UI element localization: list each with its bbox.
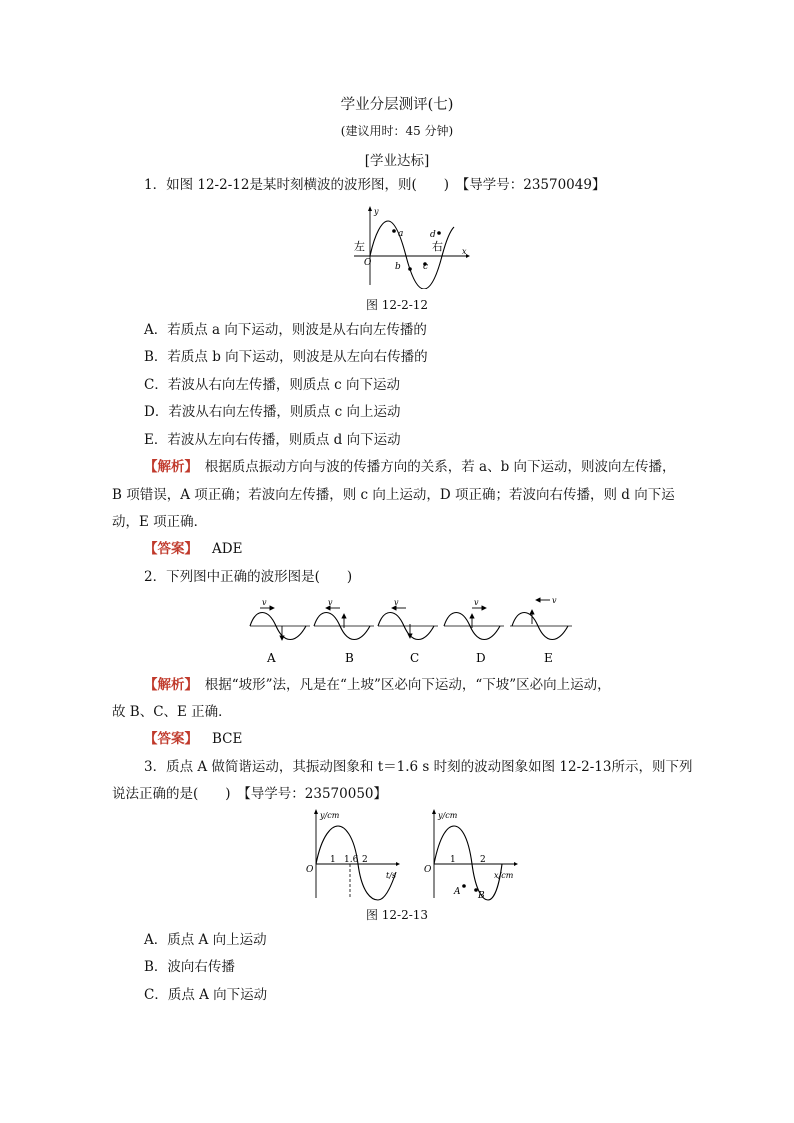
q1-point-d [437, 231, 441, 235]
q3-vibration-graph [306, 809, 400, 900]
q2-c-v: v [394, 598, 399, 607]
q1-y-label: y [374, 207, 379, 216]
q2-b-v: v [328, 598, 333, 607]
q2-option-c-wave [378, 598, 438, 665]
q3-right-origin: O [424, 865, 432, 875]
q1-stem: 1．如图 12-2-12是某时刻横波的波形图，则( ) 【导学号：23570049】 [144, 177, 606, 193]
q3-option-a: A．质点 A 向上运动 [144, 932, 267, 948]
q2-answer-row [144, 730, 242, 748]
q1-answer: ADE [212, 541, 243, 557]
q2-label-e: E [544, 651, 553, 665]
q1-label-d: d [430, 230, 436, 240]
q1-option-d: D．若波从右向左传播，则质点 c 向上运动 [144, 404, 401, 420]
q2-answer: BCE [212, 731, 243, 747]
q2-answer-label: 【答案】 [144, 731, 198, 747]
q2-e-v: v [552, 596, 557, 605]
q3-caption: 图 12-2-13 [365, 908, 429, 922]
q2-option-a-wave [250, 598, 310, 665]
q1-point-a [392, 229, 396, 233]
q3-right-y-label: y/cm [438, 811, 458, 820]
q1-label-c: c [423, 262, 429, 272]
q1-left-label: 左 [354, 240, 365, 253]
q1-right-label: 右 [432, 240, 443, 253]
q1-analysis-row-1 [144, 458, 676, 476]
q1-option-b: B．若质点 b 向下运动，则波是从左向右传播的 [144, 349, 428, 365]
q2-analysis-label: 【解析】 [144, 677, 192, 693]
q3-stem-2: 说法正确的是( ) 【导学号：23570050】 [112, 786, 387, 802]
q1-option-c: C．若波从右向左传播，则质点 c 向下运动 [144, 377, 400, 393]
q3-left-tick-1: 1 [330, 855, 336, 865]
q3-stem-1: 3．质点 A 做简谐运动，其振动图象和 t＝1.6 s 时刻的波动图象如图 12-2-13所示，则下列 [144, 759, 693, 775]
q1-analysis-text-3: 动，E 项正确． [112, 514, 208, 530]
q2-label-a: A [267, 651, 276, 665]
q1-x-label: x [462, 247, 467, 256]
q3-figure [300, 806, 520, 902]
q1-label-a: a [398, 229, 404, 239]
q1-answer-row [144, 540, 242, 558]
q3-left-tick-2: 2 [362, 855, 368, 865]
q2-option-d-wave [444, 598, 504, 665]
q3-right-tick-2: 2 [480, 855, 486, 865]
q3-label-A: A [454, 887, 461, 897]
q1-option-e: E．若波从左向右传播，则质点 d 向下运动 [144, 432, 401, 448]
q1-origin: O [364, 258, 372, 268]
q3-option-c: C．质点 A 向下运动 [144, 987, 268, 1003]
q1-label-b: b [395, 262, 401, 272]
q1-option-a: A．若质点 a 向下运动，则波是从右向左传播的 [144, 322, 427, 338]
q2-option-e-wave [510, 596, 572, 665]
q3-left-x-label: t/s [386, 871, 397, 880]
q1-analysis-label: 【解析】 [144, 459, 192, 475]
time-hint: (建议用时：45 分钟) [340, 124, 454, 138]
q3-right-tick-1: 1 [450, 855, 456, 865]
q1-point-b [408, 267, 412, 271]
q3-label-B: B [478, 891, 485, 901]
q2-label-c: C [410, 651, 420, 665]
q1-analysis-text-1: 根据质点振动方向与波的传播方向的关系，若 a、b 向下运动，则波向左传播， [191, 459, 676, 475]
q3-right-x-label: x/cm [494, 871, 514, 880]
q1-caption: 图 12-2-12 [365, 298, 429, 312]
q2-waves-figure [246, 594, 576, 666]
q3-left-y-label: y/cm [320, 811, 340, 820]
q3-point-A [462, 884, 466, 888]
q3-left-tick-16: 1.6 [344, 855, 359, 865]
q2-label-d: D [476, 651, 486, 665]
q2-stem: 2．下列图中正确的波形图是( ) [144, 569, 353, 585]
q2-a-v: v [262, 598, 267, 607]
q2-label-b: B [345, 651, 354, 665]
q2-analysis-row-1 [144, 676, 611, 694]
q3-left-origin: O [306, 865, 314, 875]
q1-answer-label: 【答案】 [144, 541, 198, 557]
q1-wave-curve [370, 221, 454, 289]
q2-option-b-wave [314, 598, 374, 665]
q2-analysis-text-1: 根据“坡形”法，凡是在“上坡”区必向下运动，“下坡”区必向上运动， [191, 677, 611, 693]
q1-wave-figure [350, 203, 472, 289]
q3-option-b: B．波向右传播 [144, 959, 235, 975]
q3-wave-graph [424, 809, 518, 901]
q1-analysis-text-2: B 项错误，A 项正确；若波向左传播，则 c 向上运动，D 项正确；若波向右传播，则 d 向下运 [112, 487, 675, 503]
q2-d-v: v [474, 598, 479, 607]
page-title: 学业分层测评(七) [340, 97, 454, 113]
q2-analysis-text-2: 故 B、C、E 正确． [112, 704, 232, 720]
section-title: [学业达标] [364, 153, 430, 169]
